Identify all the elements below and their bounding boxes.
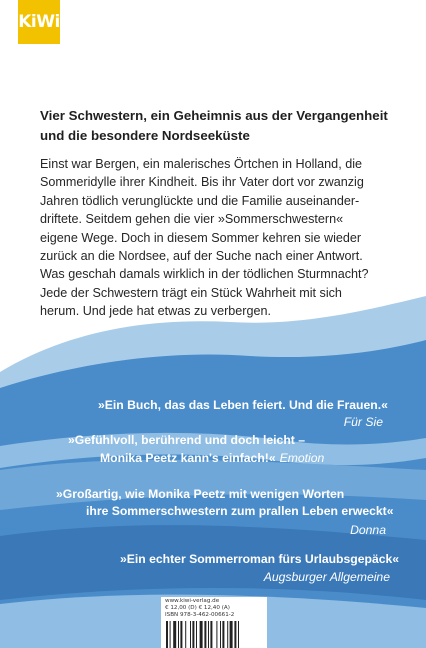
blurb-line: Jede der Schwestern trägt ein Stück Wahrheit mit sich <box>40 285 342 300</box>
barcode-bar <box>173 621 176 648</box>
barcode-bar <box>178 621 179 648</box>
quote-2-source: Emotion <box>279 451 325 465</box>
quote-1-text: »Ein Buch, das das Leben feiert. Und die Frauen.« <box>98 398 388 412</box>
headline-line: Vier Schwestern, ein Geheimnis aus der Vergangenheit <box>40 108 388 123</box>
barcode-bar <box>196 621 197 648</box>
price-info: € 12,00 (D) € 12,40 (A) <box>165 605 230 611</box>
barcode-bar <box>238 621 239 648</box>
barcode-bar <box>185 621 186 648</box>
headline <box>40 106 400 146</box>
publisher-info <box>165 598 234 619</box>
barcode-bar <box>234 621 236 648</box>
barcode-bar <box>220 621 221 648</box>
barcode-box <box>161 597 267 648</box>
quote-4-text: »Ein echter Sommerroman fürs Urlaubsgepäck« <box>120 552 400 566</box>
quote-4-source: Augsburger Allgemeine <box>263 570 390 584</box>
blurb-line: driftete. Seitdem gehen die vier »Sommerschwestern« <box>40 212 344 227</box>
barcode-bar <box>216 621 217 648</box>
quote-3-text: »Großartig, wie Monika Peetz mit wenigen Worten <box>56 487 345 501</box>
blurb-line: zurück an die Nordsee, auf der Suche nach einer Antwort. <box>40 249 363 264</box>
barcode-bar <box>204 621 206 648</box>
blurb-line: Was geschah damals wirklich in der tödlichen Sturmnacht? <box>40 267 369 282</box>
barcode-bar <box>208 621 209 648</box>
quote-3-text-line2: ihre Sommerschwestern zum prallen Leben erweckt« <box>86 504 394 518</box>
blurb-line: eigene Wege. Doch in diesem Sommer kehren sie wieder <box>40 230 362 245</box>
quote-2-text-tail: Monika Peetz kann's einfach!« <box>100 451 276 465</box>
barcode-bar <box>180 621 182 648</box>
barcode-bar <box>166 621 168 648</box>
barcode-bar <box>190 621 191 648</box>
barcode <box>165 621 263 648</box>
barcode-bar <box>200 621 203 648</box>
barcode-bar <box>227 621 228 648</box>
quote-2-text: »Gefühlvoll, berührend und doch leicht – <box>68 433 306 447</box>
publisher-logo: KiWi <box>18 0 60 44</box>
blurb-line: Jahren tödlich verunglückte und die Familie auseinander- <box>40 193 360 208</box>
quote-2-text-line2 <box>100 450 324 466</box>
blurb-text <box>40 155 410 321</box>
publisher-website: www.kiwi-verlag.de <box>165 598 220 604</box>
barcode-bar <box>170 621 171 648</box>
barcode-bar <box>192 621 194 648</box>
barcode-bar <box>222 621 224 648</box>
quote-3-source: Donna <box>350 523 386 537</box>
isbn: ISBN 978-3-462-00661-2 <box>165 612 235 618</box>
headline-line: und die besondere Nordseeküste <box>40 128 250 143</box>
blurb-line: Einst war Bergen, ein malerisches Örtchen in Holland, die <box>40 157 362 171</box>
quote-1-source: Für Sie <box>343 415 383 429</box>
barcode-bar <box>230 621 233 648</box>
blurb-line: Sommeridylle ihrer Kindheit. Bis ihr Vater dort vor zwanzig <box>40 175 364 190</box>
blurb-line: herum. Und jede hat etwas zu verbergen. <box>40 304 272 319</box>
barcode-bar <box>210 621 212 648</box>
